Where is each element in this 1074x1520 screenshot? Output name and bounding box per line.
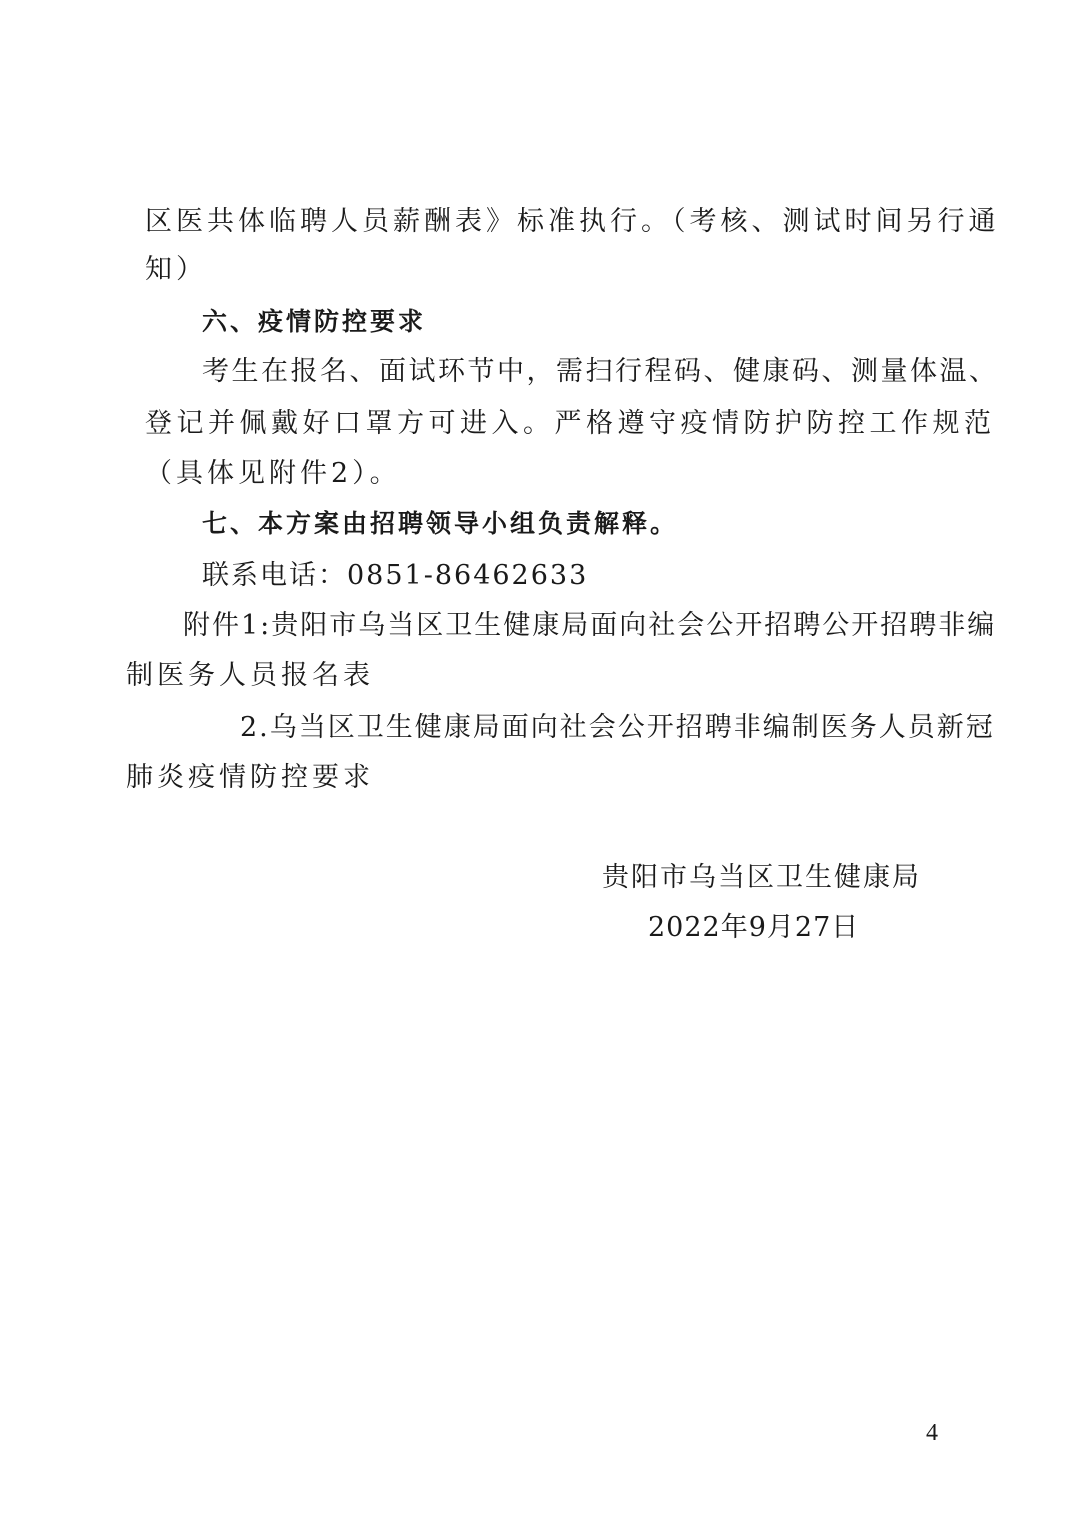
attachment-1-line: 附件1:贵阳市乌当区卫生健康局面向社会公开招聘公开招聘非编: [183, 610, 997, 641]
section-heading-epidemic-control: 六、疫情防控要求: [202, 307, 427, 336]
attachment-2-continuation: 肺炎疫情防控要求: [126, 762, 374, 793]
paragraph-line: 登记并佩戴好口罩方可进入。严格遵守疫情防护防控工作规范: [145, 408, 996, 439]
paragraph-line: 考生在报名、面试环节中，需扫行程码、健康码、测量体温、: [202, 356, 999, 387]
attachment-2-line: 2.乌当区卫生健康局面向社会公开招聘非编制医务人员新冠: [240, 712, 995, 743]
paragraph-line: 区医共体临聘人员薪酬表》标准执行。（考核、测试时间另行通: [145, 206, 1000, 237]
attachment-1-continuation: 制医务人员报名表: [126, 660, 374, 691]
signature-date: 2022年9月27日: [648, 912, 860, 943]
paragraph-line: （具体见附件2）。: [145, 458, 401, 489]
section-heading-interpretation: 七、本方案由招聘领导小组负责解释。: [202, 509, 679, 538]
page-number: 4: [926, 1420, 938, 1446]
contact-phone: 联系电话：0851-86462633: [202, 560, 589, 591]
paragraph-line: 知）: [145, 254, 207, 285]
signature-organization: 贵阳市乌当区卫生健康局: [602, 862, 921, 893]
